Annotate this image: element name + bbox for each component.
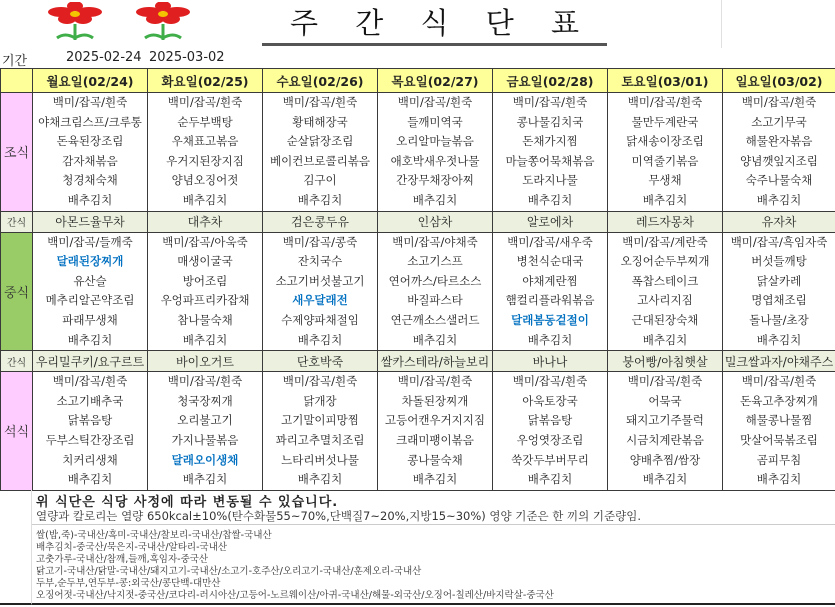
menu-item: 백미/잡곡/흰죽 xyxy=(282,95,358,109)
day-header: 수요일(02/26) xyxy=(263,69,378,93)
snack-item: 밀크쌀과자/야채주스 xyxy=(723,351,835,372)
dinner-menu-cell xyxy=(723,372,835,491)
menu-item: 배추김치 xyxy=(182,472,228,487)
breakfast-menu-cell xyxy=(378,93,493,212)
menu-item: 방어조림 xyxy=(182,273,228,288)
menu-item: 고기말이피망찜 xyxy=(281,413,359,428)
menu-item: 백미/잡곡/흰죽 xyxy=(167,95,243,109)
menu-item: 두부스틱간장조림 xyxy=(45,432,135,447)
menu-item: 달래된장찌개 xyxy=(56,254,124,269)
menu-item: 백미/잡곡/흰죽 xyxy=(627,374,703,389)
lunch-menu-cell xyxy=(33,232,148,351)
menu-item: 배추김치 xyxy=(412,332,458,347)
menu-item: 쑥갓두부버무리 xyxy=(511,452,589,467)
menu-item: 메추리알곤약조림 xyxy=(45,293,135,308)
title-box xyxy=(262,0,607,46)
menu-item: 배추김치 xyxy=(642,332,688,347)
page-title: 주 간 식 단 표 xyxy=(290,6,593,40)
menu-item: 황태해장국 xyxy=(292,114,348,129)
day-header: 토요일(03/01) xyxy=(608,69,723,93)
period-row xyxy=(0,48,835,69)
nutrition-notice: 열량과 칼로리는 열량 650kcal±10%(탄수화물55~70%,단백질7~20%,지방15~30%) 영양 기준은 한 끼의 기준량임. xyxy=(36,509,641,523)
day-header-row xyxy=(1,69,835,93)
breakfast-menu-cell xyxy=(723,93,835,212)
menu-item: 백미/잡곡/콩죽 xyxy=(282,234,358,249)
dinner-menu-cell xyxy=(378,372,493,491)
menu-item: 돈육된장조림 xyxy=(56,134,124,149)
menu-item: 폭찹스테이크 xyxy=(631,273,699,288)
menu-item: 배추김치 xyxy=(67,192,113,207)
menu-item: 야채계란찜 xyxy=(522,273,578,288)
menu-item: 배추김치 xyxy=(297,192,343,207)
menu-item: 백미/잡곡/흰죽 xyxy=(512,95,588,109)
weekly-menu-table xyxy=(0,68,835,491)
menu-item: 배추김치 xyxy=(642,192,688,207)
menu-item: 맛살어묵볶조림 xyxy=(740,432,818,447)
snack-pm-row xyxy=(1,351,835,372)
origin-line: 고춧가루-국내산/참깨,들깨,흑임자-중국산 xyxy=(36,554,209,565)
menu-item: 닭개장 xyxy=(303,393,337,408)
menu-item: 백미/잡곡/새우죽 xyxy=(507,234,593,249)
title-row xyxy=(0,0,835,48)
dinner-menu-cell xyxy=(148,372,263,491)
menu-item: 배추김치 xyxy=(756,192,802,207)
dinner-row xyxy=(1,372,835,491)
snack-item: 우리밀쿠키/요구르트 xyxy=(33,351,148,372)
menu-item: 크래미팽이볶음 xyxy=(396,432,474,447)
lunch-menu-cell xyxy=(493,232,608,351)
dinner-menu-cell xyxy=(263,372,378,491)
snack-item: 붕어빵/아침햇살 xyxy=(608,351,723,372)
origin-line: 닭고기-국내산/닭말-국내산/돼지고기-국내산/소고기-호주산/오리고기-국내산/훈제오리-국내산 xyxy=(36,566,422,577)
menu-item: 해물완자볶음 xyxy=(745,134,813,149)
menu-item: 명엽채조림 xyxy=(751,293,807,308)
lunch-menu-cell xyxy=(608,232,723,351)
menu-item: 달래오이생채 xyxy=(171,452,239,467)
menu-item: 햄컬리플라워볶음 xyxy=(505,293,595,308)
snack-item: 바이오거트 xyxy=(148,351,263,372)
menu-item: 배추김치 xyxy=(412,192,458,207)
menu-item: 양념깻잎지조림 xyxy=(740,153,818,168)
menu-item: 새우달래전 xyxy=(292,293,348,308)
menu-item: 마늘쫑어묵채볶음 xyxy=(505,153,595,168)
menu-item: 바질파스타 xyxy=(407,293,463,308)
menu-item: 배추김치 xyxy=(642,472,688,487)
menu-item: 배추김치 xyxy=(756,472,802,487)
menu-item: 배추김치 xyxy=(297,332,343,347)
menu-item: 베이컨브로콜리볶음 xyxy=(270,153,370,168)
day-header: 목요일(02/27) xyxy=(378,69,493,93)
menu-item: 치커리생채 xyxy=(62,452,118,467)
lunch-menu-cell xyxy=(723,232,835,351)
menu-item: 야채크림스프/크루통 xyxy=(38,114,142,129)
origin-line: 오징어젓-국내산/낙지젓-중국산/코다리-러시아산/고등어-노르웨이산/아귀-국내산/해물-외국산/오징어-칠레산/바지락살-중국산 xyxy=(36,590,554,601)
menu-item: 백미/잡곡/흰죽 xyxy=(397,374,473,389)
menu-item: 닭볶음탕 xyxy=(67,413,113,428)
menu-item: 배추김치 xyxy=(412,472,458,487)
menu-item: 배추김치 xyxy=(182,192,228,207)
menu-item: 백미/잡곡/흑임자죽 xyxy=(730,234,828,249)
breakfast-menu-cell xyxy=(608,93,723,212)
menu-item: 연근깨소스샐러드 xyxy=(390,312,480,327)
menu-item: 참나물숙채 xyxy=(177,312,233,327)
menu-item: 닭새송이장조림 xyxy=(626,134,704,149)
menu-item: 배추김치 xyxy=(527,192,573,207)
menu-item: 돼지고기주물럭 xyxy=(626,413,704,428)
menu-item: 소고기배추국 xyxy=(56,393,124,408)
empty-cell xyxy=(607,0,722,48)
menu-item: 백미/잡곡/흰죽 xyxy=(741,374,817,389)
menu-item: 콩나물김치국 xyxy=(516,114,584,129)
menu-item: 백미/잡곡/야채죽 xyxy=(392,234,478,249)
snack-label: 간식 xyxy=(1,351,33,372)
menu-item: 도라지나물 xyxy=(522,173,578,188)
menu-item: 파래무생채 xyxy=(62,312,118,327)
day-header: 금요일(02/28) xyxy=(493,69,608,93)
origin-line: 두부,순두부,연두부-콩:외국산/콩단백-대만산 xyxy=(36,578,221,589)
menu-item: 미역줄기볶음 xyxy=(631,153,699,168)
snack-item: 레드자몽차 xyxy=(608,211,723,232)
origin-line: 쌀(밥,죽)-국내산/흑미-국내산/찰보리-국내산/찹쌀-국내산 xyxy=(36,530,272,541)
menu-item: 배추김치 xyxy=(756,332,802,347)
snack-item: 단호박죽 xyxy=(263,351,378,372)
menu-item: 백미/잡곡/흰죽 xyxy=(397,95,473,109)
menu-item: 간장무채장아찌 xyxy=(396,173,474,188)
day-header: 월요일(02/24) xyxy=(33,69,148,93)
menu-item: 오징어순두부찌개 xyxy=(620,254,710,269)
menu-item: 백미/잡곡/들깨죽 xyxy=(47,234,133,249)
menu-item: 양배추찜/쌈장 xyxy=(629,452,701,467)
menu-item: 닭볶음탕 xyxy=(527,413,573,428)
menu-item: 닭살카레 xyxy=(756,273,802,288)
period-end-date: 2025-03-02 xyxy=(149,50,225,65)
day-header: 일요일(03/02) xyxy=(723,69,835,93)
menu-item: 배추김치 xyxy=(67,332,113,347)
dinner-menu-cell xyxy=(493,372,608,491)
day-header: 화요일(02/25) xyxy=(148,69,263,93)
period-label: 기간 xyxy=(2,54,28,69)
menu-item: 백미/잡곡/흰죽 xyxy=(741,95,817,109)
menu-item: 병천식순대국 xyxy=(516,254,584,269)
menu-item: 우채표고볶음 xyxy=(171,134,239,149)
menu-item: 오리불고기 xyxy=(177,413,233,428)
menu-item: 고사리지짐 xyxy=(637,293,693,308)
dinner-label: 석식 xyxy=(1,372,33,491)
menu-item: 소고기버섯불고기 xyxy=(275,273,365,288)
menu-item: 시금치계란볶음 xyxy=(626,432,704,447)
snack-item: 인삼차 xyxy=(378,211,493,232)
snack-item: 알로에차 xyxy=(493,211,608,232)
corner-cell xyxy=(1,69,33,93)
menu-item: 물만두계란국 xyxy=(631,114,699,129)
lunch-menu-cell xyxy=(378,232,493,351)
menu-item: 우엉파프리카잡채 xyxy=(160,293,250,308)
menu-item: 순두부백탕 xyxy=(177,114,233,129)
menu-item: 해물콩나물찜 xyxy=(745,413,813,428)
menu-item: 돈채가지찜 xyxy=(522,134,578,149)
menu-item: 근대된장숙채 xyxy=(631,312,699,327)
menu-item: 김구이 xyxy=(303,173,337,188)
menu-item: 백미/잡곡/흰죽 xyxy=(627,95,703,109)
notes-section xyxy=(32,490,835,525)
menu-item: 배추김치 xyxy=(297,472,343,487)
menu-item: 우거지된장지짐 xyxy=(166,153,244,168)
menu-item: 연어까스/타르소스 xyxy=(388,273,482,288)
menu-item: 순살닭장조림 xyxy=(286,134,354,149)
lunch-row xyxy=(1,232,835,351)
snack-item: 아몬드율무차 xyxy=(33,211,148,232)
menu-item: 아욱토장국 xyxy=(522,393,578,408)
menu-item: 수제양파채절임 xyxy=(281,312,359,327)
snack-am-row xyxy=(1,211,835,232)
snack-item: 쌀카스테라/하늘보리 xyxy=(378,351,493,372)
menu-item: 배추김치 xyxy=(527,332,573,347)
menu-item: 차돌된장찌개 xyxy=(401,393,469,408)
lunch-label: 중식 xyxy=(1,232,33,351)
flower-icon xyxy=(30,2,230,44)
menu-item: 매생이굴국 xyxy=(177,254,233,269)
menu-item: 배추김치 xyxy=(67,472,113,487)
menu-item: 백미/잡곡/흰죽 xyxy=(52,95,128,109)
menu-item: 배추김치 xyxy=(182,332,228,347)
menu-item: 백미/잡곡/흰죽 xyxy=(52,374,128,389)
menu-item: 유산슬 xyxy=(73,273,107,288)
snack-label: 간식 xyxy=(1,211,33,232)
menu-item: 우엉엿장조림 xyxy=(516,432,584,447)
menu-item: 가지나물볶음 xyxy=(171,432,239,447)
menu-item: 양념오징어젓 xyxy=(171,173,239,188)
breakfast-menu-cell xyxy=(263,93,378,212)
menu-item: 백미/잡곡/흰죽 xyxy=(167,374,243,389)
menu-item: 느타리버섯나물 xyxy=(281,452,359,467)
menu-item: 백미/잡곡/아욱죽 xyxy=(162,234,248,249)
breakfast-menu-cell xyxy=(33,93,148,212)
menu-item: 백미/잡곡/흰죽 xyxy=(282,374,358,389)
menu-item: 어묵국 xyxy=(648,393,682,408)
snack-item: 대추차 xyxy=(148,211,263,232)
breakfast-label: 조식 xyxy=(1,93,33,212)
notes-left-strip xyxy=(0,490,32,605)
menu-item: 돈육고추장찌개 xyxy=(740,393,818,408)
lunch-menu-cell xyxy=(263,232,378,351)
menu-item: 오리알마늘볶음 xyxy=(396,134,474,149)
menu-item: 애호박새우젓나물 xyxy=(390,153,480,168)
snack-item: 검은콩두유 xyxy=(263,211,378,232)
lunch-menu-cell xyxy=(148,232,263,351)
dinner-menu-cell xyxy=(608,372,723,491)
snack-item: 바나나 xyxy=(493,351,608,372)
origin-section xyxy=(32,525,835,605)
menu-item: 청경채숙채 xyxy=(62,173,118,188)
breakfast-menu-cell xyxy=(148,93,263,212)
breakfast-menu-cell xyxy=(493,93,608,212)
menu-item: 버섯들깨탕 xyxy=(751,254,807,269)
snack-item: 유자차 xyxy=(723,211,835,232)
menu-item: 무생채 xyxy=(648,173,682,188)
menu-item: 곰피무침 xyxy=(756,452,802,467)
menu-item: 달래봄동겉절이 xyxy=(511,312,589,327)
origin-line: 배추김치-중국산/묵은지-국내산/알타리-국내산 xyxy=(36,542,228,553)
menu-item: 꽈리고추멸치조림 xyxy=(275,432,365,447)
menu-item: 백미/잡곡/계란죽 xyxy=(622,234,708,249)
menu-item: 돌나물/초장 xyxy=(749,312,809,327)
menu-item: 잔치국수 xyxy=(297,254,343,269)
menu-item: 소고기스프 xyxy=(407,254,463,269)
menu-item: 소고기무국 xyxy=(751,114,807,129)
breakfast-row xyxy=(1,93,835,212)
menu-item: 감자채볶음 xyxy=(62,153,118,168)
menu-item: 고등어캔우거지지짐 xyxy=(385,413,485,428)
menu-item: 숙주나물숙채 xyxy=(745,173,813,188)
change-notice: 위 식단은 식당 사정에 따라 변동될 수 있습니다. xyxy=(36,495,339,510)
menu-item: 백미/잡곡/흰죽 xyxy=(512,374,588,389)
menu-item: 배추김치 xyxy=(527,472,573,487)
dinner-menu-cell xyxy=(33,372,148,491)
menu-item: 콩나물숙채 xyxy=(407,452,463,467)
menu-item: 들깨미역국 xyxy=(407,114,463,129)
menu-item: 청국장찌개 xyxy=(177,393,233,408)
period-start-date: 2025-02-24 xyxy=(66,50,142,65)
